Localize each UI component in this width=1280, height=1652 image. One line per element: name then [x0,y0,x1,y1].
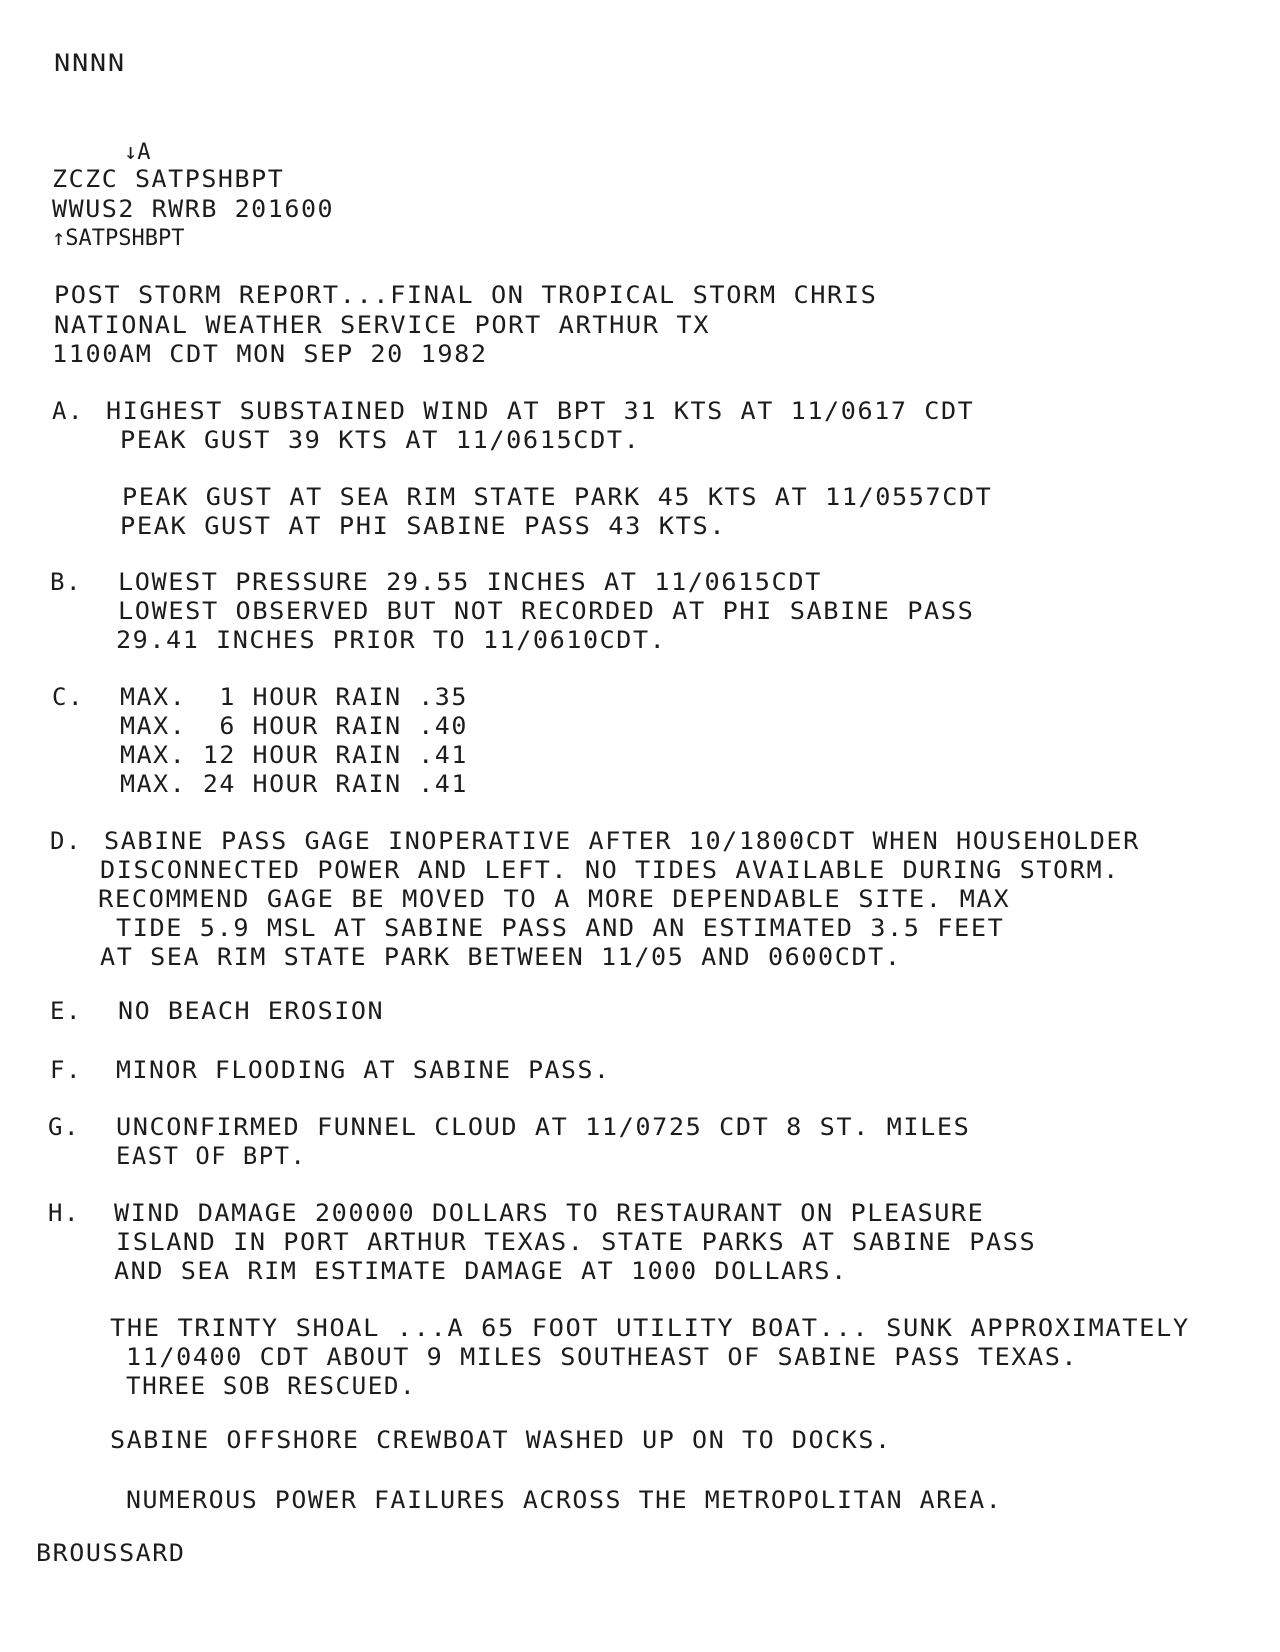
section-e-label: E. [50,997,82,1025]
issuing-office: NATIONAL WEATHER SERVICE PORT ARTHUR TX [54,311,711,339]
section-b-label: B. [50,568,82,596]
rain-row: MAX. 6 HOUR RAIN .40 [120,712,468,740]
section-g-label: G. [48,1113,80,1141]
routing-line: ZCZC SATPSHBPT [52,165,285,193]
section-h-line: AND SEA RIM ESTIMATE DAMAGE AT 1000 DOLLARS. [114,1257,848,1285]
section-g-line: EAST OF BPT. [116,1142,307,1170]
section-h-line: ISLAND IN PORT ARTHUR TEXAS. STATE PARKS AT SABINE PASS [116,1228,1037,1256]
section-d-line: RECOMMEND GAGE BE MOVED TO A MORE DEPENDABLE SITE. MAX [98,885,1011,913]
marker-bottom: ↑SATPSHBPT [52,226,185,251]
section-b-line: LOWEST PRESSURE 29.55 INCHES AT 11/0615CDT [118,568,822,596]
section-d-label: D. [50,827,82,855]
section-d-line: TIDE 5.9 MSL AT SABINE PASS AND AN ESTIMATED 3.5 FEET [116,914,1005,942]
section-h-line: THREE SOB RESCUED. [126,1372,417,1400]
section-d-line: SABINE PASS GAGE INOPERATIVE AFTER 10/1800CDT WHEN HOUSEHOLDER [104,827,1140,855]
marker-top: ↓A [124,140,151,165]
signature: BROUSSARD [36,1539,186,1567]
section-d-line: AT SEA RIM STATE PARK BETWEEN 11/05 AND 0600CDT. [100,943,902,971]
section-a-line: PEAK GUST 39 KTS AT 11/0615CDT. [120,426,641,454]
report-title: POST STORM REPORT...FINAL ON TROPICAL STORM CHRIS [54,281,878,309]
section-a-line: HIGHEST SUBSTAINED WIND AT BPT 31 KTS AT 11/0617 CDT [106,397,975,425]
section-f-label: F. [50,1056,82,1084]
section-b-line: 29.41 INCHES PRIOR TO 11/0610CDT. [116,626,667,654]
issue-time: 1100AM CDT MON SEP 20 1982 [52,340,488,368]
section-h-label: H. [48,1199,80,1227]
section-a-line: PEAK GUST AT SEA RIM STATE PARK 45 KTS AT 11/0557CDT [122,483,993,511]
section-h-line: SABINE OFFSHORE CREWBOAT WASHED UP ON TO DOCKS. [110,1426,892,1454]
section-c-label: C. [52,683,84,711]
section-h-line: NUMEROUS POWER FAILURES ACROSS THE METROPOLITAN AREA. [126,1486,1003,1514]
section-a-label: A. [52,397,84,425]
section-b-line: LOWEST OBSERVED BUT NOT RECORDED AT PHI SABINE PASS [118,597,975,625]
wmo-header-line: WWUS2 RWRB 201600 [52,195,335,223]
rain-row: MAX. 1 HOUR RAIN .35 [120,683,468,711]
section-g-line: UNCONFIRMED FUNNEL CLOUD AT 11/0725 CDT 8 ST. MILES [116,1113,971,1141]
section-h-line: THE TRINTY SHOAL ...A 65 FOOT UTILITY BOAT... SUNK APPROXIMATELY [110,1314,1190,1342]
separator-line: NNNN [54,49,126,77]
section-e-line: NO BEACH EROSION [118,997,385,1025]
rain-row: MAX. 12 HOUR RAIN .41 [120,741,468,769]
rain-row: MAX. 24 HOUR RAIN .41 [120,770,468,798]
section-h-line: 11/0400 CDT ABOUT 9 MILES SOUTHEAST OF SABINE PASS TEXAS. [126,1343,1079,1371]
section-h-line: WIND DAMAGE 200000 DOLLARS TO RESTAURANT ON PLEASURE [114,1199,985,1227]
section-d-line: DISCONNECTED POWER AND LEFT. NO TIDES AVAILABLE DURING STORM. [100,856,1120,884]
section-f-line: MINOR FLOODING AT SABINE PASS. [116,1056,611,1084]
section-a-line: PEAK GUST AT PHI SABINE PASS 43 KTS. [120,512,727,540]
